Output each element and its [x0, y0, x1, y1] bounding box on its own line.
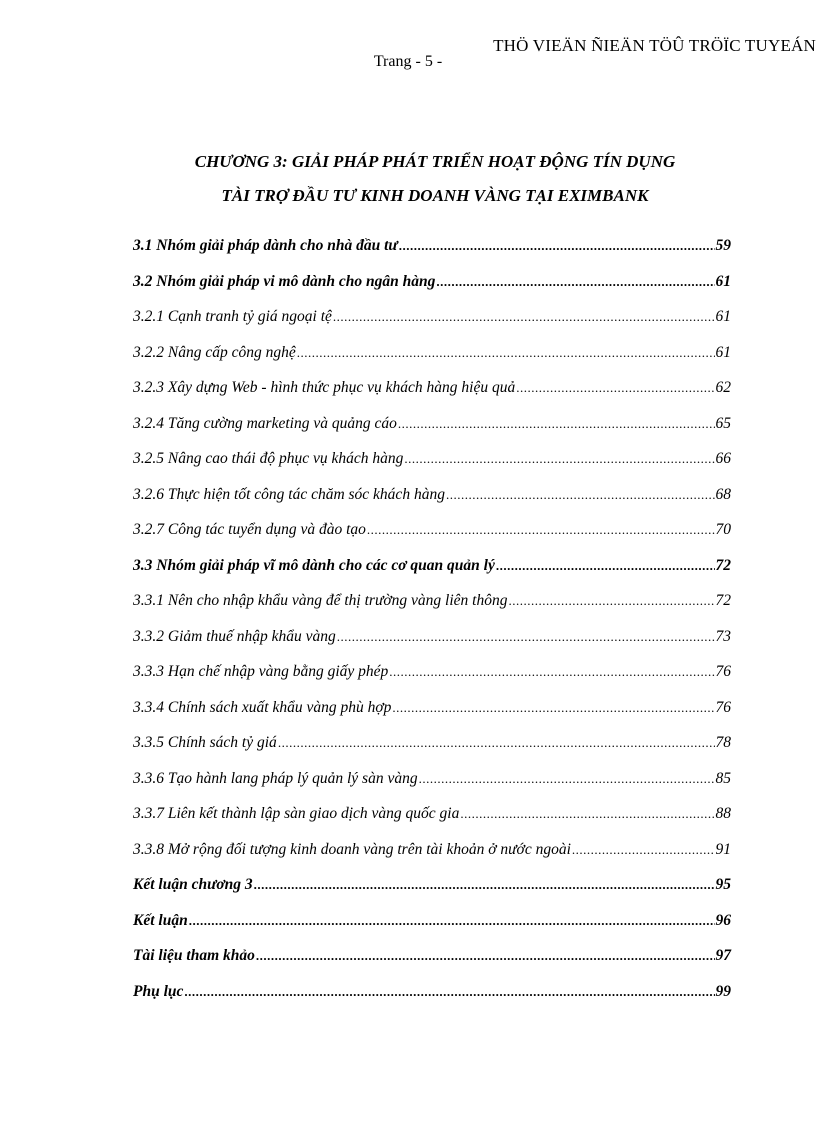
page-number: Trang - 5 -	[373, 53, 443, 70]
toc-entry-title: 3.2.7 Công tác tuyển dụng và đào tạo	[133, 521, 366, 538]
toc-entry-title: 3.3.8 Mở rộng đối tượng kinh doanh vàng trên tài khoản ở nước ngoài	[133, 840, 571, 858]
toc-entry-page: 59	[715, 237, 731, 254]
toc-entry[interactable]	[133, 233, 731, 269]
toc-leader-dots	[184, 979, 714, 1005]
toc-leader-dots	[496, 553, 715, 579]
toc-entry-title: 3.3.2 Giảm thuế nhập khẩu vàng	[133, 627, 336, 645]
toc-entry[interactable]	[133, 730, 731, 766]
toc-leader-dots	[399, 233, 715, 259]
toc-entry[interactable]	[133, 837, 731, 873]
toc-entry[interactable]	[133, 482, 731, 518]
toc-entry-title: 3.2.1 Cạnh tranh tỷ giá ngoại tệ	[133, 308, 332, 325]
toc-leader-dots	[337, 624, 715, 650]
toc-entry-page: 61	[715, 343, 731, 361]
toc-entry-title: 3.2.2 Nâng cấp công nghệ	[133, 343, 296, 361]
toc-leader-dots	[404, 446, 714, 472]
toc-leader-dots	[278, 730, 715, 756]
toc-entry-page: 73	[715, 627, 731, 645]
chapter-title	[0, 145, 816, 213]
toc-entry-title: 3.3.4 Chính sách xuất khẩu vàng phù hợp	[133, 698, 392, 716]
table-of-contents	[133, 233, 731, 1014]
toc-entry-page: 85	[715, 769, 731, 787]
toc-entry[interactable]	[133, 411, 731, 447]
toc-leader-dots	[508, 588, 714, 614]
toc-entry-title: 3.2.3 Xây dựng Web - hình thức phục vụ khách hàng hiệu quả	[133, 379, 516, 396]
toc-entry-page: 76	[715, 698, 731, 716]
toc-entry-title: 3.1 Nhóm giải pháp dành cho nhà đầu tư	[133, 237, 398, 254]
chapter-title-line-2: TÀI TRỢ ĐẦU TƯ KINH DOANH VÀNG TẠI EXIMBANK	[221, 186, 649, 205]
toc-entry-page: 72	[715, 592, 731, 609]
chapter-title-line-1: CHƯƠNG 3: GIẢI PHÁP PHÁT TRIỂN HOẠT ĐỘNG TÍN DỤNG	[194, 152, 676, 171]
toc-entry[interactable]	[133, 908, 731, 944]
toc-entry-title: 3.3.3 Hạn chế nhập vàng bằng giấy phép	[133, 663, 389, 680]
toc-entry-page: 99	[715, 982, 731, 1000]
toc-leader-dots	[297, 340, 715, 366]
toc-leader-dots	[392, 695, 714, 721]
toc-entry-page: 70	[715, 521, 731, 538]
toc-entry[interactable]	[133, 943, 731, 979]
toc-entry[interactable]	[133, 801, 731, 837]
toc-entry-page: 61	[715, 308, 731, 325]
toc-entry[interactable]	[133, 304, 731, 340]
toc-entry-page: 61	[715, 272, 731, 290]
toc-leader-dots	[189, 908, 715, 934]
toc-entry-page: 65	[715, 414, 731, 432]
toc-leader-dots	[572, 837, 715, 863]
toc-entry[interactable]	[133, 517, 731, 553]
toc-entry-page: 72	[715, 556, 731, 574]
toc-entry-page: 62	[715, 379, 731, 396]
toc-entry-page: 78	[715, 734, 731, 751]
toc-entry[interactable]	[133, 269, 731, 305]
toc-leader-dots	[367, 517, 715, 543]
toc-entry[interactable]	[133, 446, 731, 482]
toc-entry[interactable]	[133, 659, 731, 695]
toc-entry-page: 97	[715, 947, 731, 964]
toc-entry-title: 3.2.4 Tăng cường marketing và quảng cáo	[133, 414, 397, 432]
toc-entry-page: 95	[715, 876, 731, 893]
toc-leader-dots	[398, 411, 715, 437]
toc-entry-title: 3.3.7 Liên kết thành lập sàn giao dịch vàng quốc gia	[133, 805, 460, 822]
toc-entry[interactable]	[133, 695, 731, 731]
toc-entry[interactable]	[133, 979, 731, 1015]
toc-entry-page: 91	[715, 840, 731, 858]
toc-entry-title: 3.3 Nhóm giải pháp vĩ mô dành cho các cơ quan quản lý	[133, 556, 495, 574]
library-header: THÖ VIEÄN ÑIEÄN TÖÛ TRÖÏC TUYEÁN	[493, 36, 816, 55]
toc-entry-title: Kết luận chương 3	[133, 876, 253, 893]
toc-entry-page: 76	[715, 663, 731, 680]
toc-entry-title: 3.3.5 Chính sách tỷ giá	[133, 734, 277, 751]
toc-entry[interactable]	[133, 624, 731, 660]
toc-entry[interactable]	[133, 766, 731, 802]
toc-entry-page: 68	[715, 485, 731, 503]
toc-entry-page: 96	[715, 911, 731, 929]
toc-leader-dots	[419, 766, 715, 792]
toc-entry-title: 3.3.6 Tạo hành lang pháp lý quản lý sàn vàng	[133, 769, 418, 787]
toc-leader-dots	[460, 801, 714, 827]
toc-entry[interactable]	[133, 553, 731, 589]
toc-entry-page: 66	[715, 450, 731, 467]
toc-entry-title: 3.2.6 Thực hiện tốt công tác chăm sóc khách hàng	[133, 485, 445, 503]
toc-entry[interactable]	[133, 340, 731, 376]
toc-entry-title: 3.2 Nhóm giải pháp vi mô dành cho ngân hàng	[133, 272, 436, 290]
toc-entry-title: 3.2.5 Nâng cao thái độ phục vụ khách hàng	[133, 450, 404, 467]
toc-leader-dots	[254, 872, 715, 898]
toc-leader-dots	[389, 659, 714, 685]
toc-leader-dots	[446, 482, 715, 508]
toc-leader-dots	[333, 304, 715, 330]
toc-leader-dots	[256, 943, 715, 969]
toc-entry-title: Tài liệu tham khảo	[133, 947, 255, 964]
toc-entry-title: Kết luận	[133, 911, 188, 929]
toc-leader-dots	[516, 375, 714, 401]
toc-entry[interactable]	[133, 872, 731, 908]
toc-leader-dots	[436, 269, 714, 295]
toc-entry[interactable]	[133, 375, 731, 411]
toc-entry-page: 88	[715, 805, 731, 822]
toc-entry-title: 3.3.1 Nên cho nhập khẩu vàng để thị trường vàng liên thông	[133, 592, 508, 609]
toc-entry-title: Phụ lục	[133, 982, 184, 1000]
toc-entry[interactable]	[133, 588, 731, 624]
